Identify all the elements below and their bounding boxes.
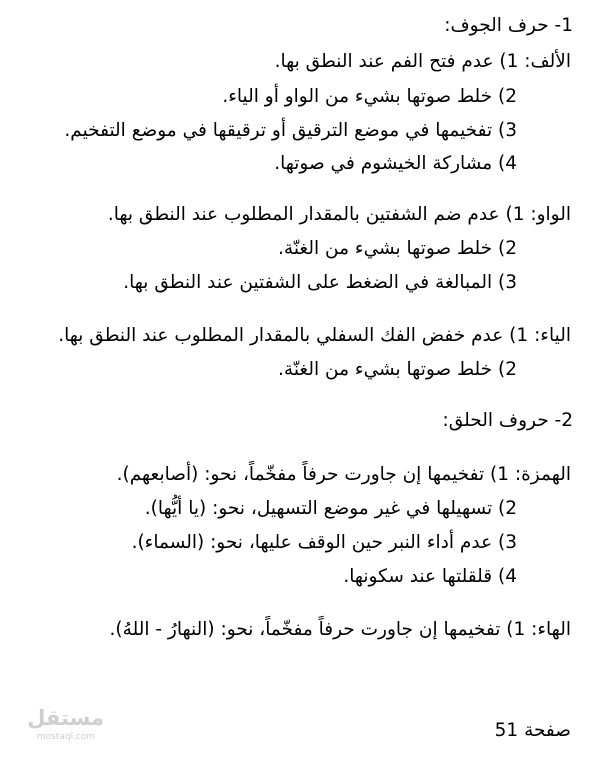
ha-line-1: الهاء: 1) تفخيمها إن جاورت حرفاً مفخّماً، نحو: (النهارُ - اللهُ).: [109, 619, 571, 640]
section1-heading: 1- حرف الجوف:: [444, 15, 573, 36]
alif-line-1: الألف: 1) عدم فتح الفم عند النطق بها.: [274, 51, 571, 72]
watermark-url: mostaql.com: [36, 732, 96, 742]
hamza-line-3: 3) عدم أداء النبر حين الوقف عليها، نحو: (السماء).: [131, 532, 517, 553]
alif-line-3: 3) تفخيمها في موضع الترقيق أو ترقيقها في موضع التفخيم.: [64, 120, 517, 141]
page-number: صفحة 51: [494, 720, 571, 741]
waw-line-3: 3) المبالغة في الضغط على الشفتين عند النطق بها.: [123, 272, 517, 293]
waw-line-2: 2) خلط صوتها بشيء من الغنّة.: [278, 238, 517, 259]
alif-line-4: 4) مشاركة الخيشوم في صوتها.: [274, 153, 517, 174]
hamza-line-4: 4) قلقلتها عند سكونها.: [343, 566, 517, 587]
section2-heading: 2- حروف الحلق:: [442, 410, 573, 431]
hamza-line-1: الهمزة: 1) تفخيمها إن جاورت حرفاً مفخّماً، نحو: (أصابعهم).: [116, 464, 571, 485]
waw-line-1: الواو: 1) عدم ضم الشفتين بالمقدار المطلوب عند النطق بها.: [107, 204, 571, 225]
ya-line-2: 2) خلط صوتها بشيء من الغنّة.: [278, 359, 517, 380]
hamza-line-2: 2) تسهيلها في غير موضع التسهيل، نحو: (يا أيُّها).: [144, 498, 517, 519]
ya-line-1: الياء: 1) عدم خفض الفك السفلي بالمقدار المطلوب عند النطق بها.: [58, 325, 571, 346]
mostaql-watermark: [28, 705, 104, 749]
alif-line-2: 2) خلط صوتها بشيء من الواو أو الياء.: [222, 86, 517, 107]
watermark-logo: مستقل: [27, 706, 104, 730]
